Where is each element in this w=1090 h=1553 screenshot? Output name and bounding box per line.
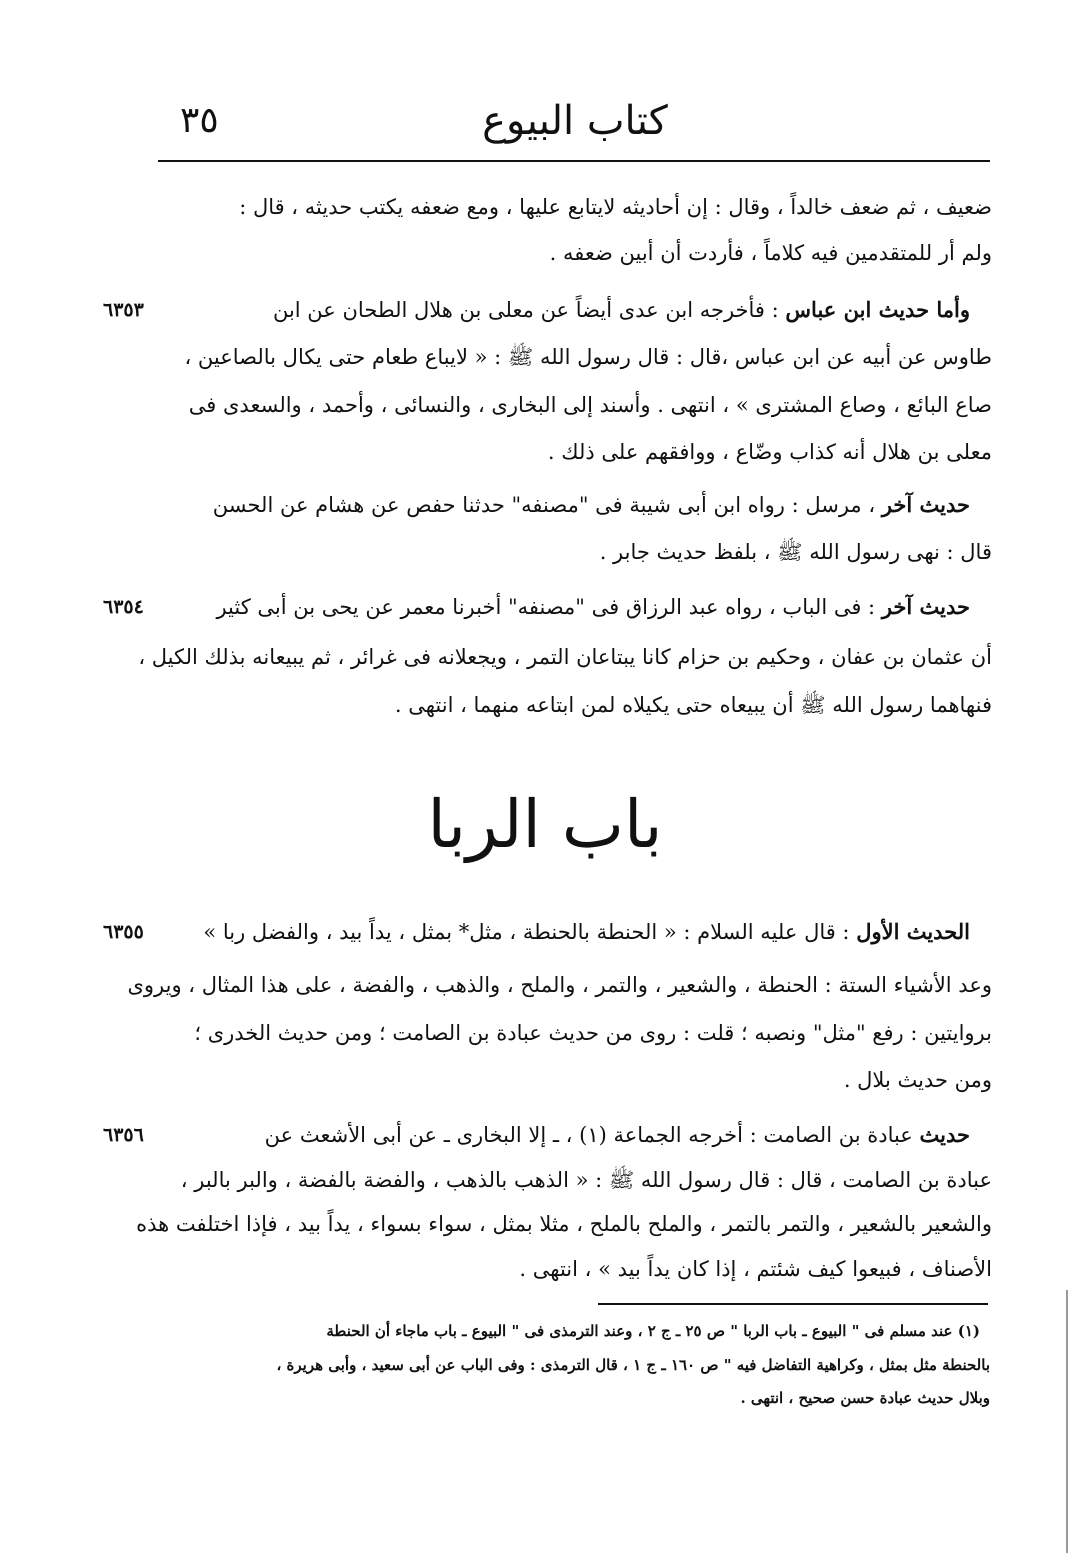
running-title: كتاب البيوع — [482, 98, 668, 144]
chapter-title: باب الربا — [427, 786, 663, 863]
footnote-rule — [598, 1303, 988, 1305]
header-rule — [158, 160, 990, 162]
paragraph-first-line — [273, 293, 970, 327]
text-line: معلى بن هلال أنه كذاب وضّاع ، ووافقهم على ذلك . — [547, 440, 992, 464]
text-line: قال : نهى رسول الله ﷺ ، بلفظ حديث جابر . — [599, 540, 992, 564]
text-line: ضعيف ، ثم ضعف خالداً ، وقال : إن أحاديثه لايتابع عليها ، ومع ضعفه يكتب حديثه ، قال : — [239, 195, 992, 219]
line-text: عبادة بن الصامت : أخرجه الجماعة (١) ، ـ إلا البخارى ـ عن أبى الأشعث عن — [264, 1123, 920, 1147]
hadith-number: ٦٣٥٦ — [103, 1124, 144, 1146]
paragraph-first-line — [213, 488, 970, 522]
text-line: الأصناف ، فبيعوا كيف شئتم ، إذا كان يداً بيد » ، انتهى . — [519, 1257, 992, 1281]
footnote-line: وبلال حديث عبادة حسن صحيح ، انتهى . — [740, 1389, 990, 1407]
hadith-number: ٦٣٥٤ — [103, 596, 144, 618]
paragraph-lead: حديث آخر — [881, 594, 970, 619]
page-number: ٣٥ — [180, 100, 219, 141]
text-line: والشعير بالشعير ، والتمر بالتمر ، والملح بالملح ، مثلا بمثل ، سواء بسواء ، يداً بيد ، فإذا اختلفت هذه — [136, 1212, 992, 1236]
paragraph-lead: حديث آخر — [881, 492, 970, 517]
paragraph-first-line — [216, 590, 970, 624]
text-line: وعد الأشياء الستة : الحنطة ، والشعير ، والتمر ، والملح ، والذهب ، والفضة ، على هذا المثال ، ويروى — [127, 973, 992, 997]
line-text: : فى الباب ، رواه عبد الرزاق فى "مصنفه" أخبرنا معمر عن يحى بن أبى كثير — [216, 595, 882, 619]
text-line: فنهاهما رسول الله ﷺ أن يبيعاه حتى يكيلاه لمن ابتاعه منهما ، انتهى . — [394, 693, 992, 717]
text-line: أن عثمان بن عفان ، وحكيم بن حزام كانا يبتاعان التمر ، ويجعلانه فى غرائر ، ثم يبيعانه بذلك الكيل ، — [138, 645, 992, 669]
footnote-line: بالحنطة مثل بمثل ، وكراهية التفاضل فيه " ص ١٦٠ ـ ج ١ ، قال الترمذى : وفى الباب عن أبى سعيد ، وأبى هريرة ، — [276, 1356, 990, 1374]
text-line: ومن حديث بلال . — [843, 1068, 992, 1092]
paragraph-lead: وأما حديث ابن عباس — [785, 297, 970, 322]
page-edge-line — [1066, 1290, 1068, 1553]
text-line: عبادة بن الصامت ، قال : قال رسول الله ﷺ : « الذهب بالذهب ، والفضة بالفضة ، والبر بالبر ، — [180, 1168, 992, 1192]
hadith-number: ٦٣٥٣ — [103, 299, 144, 321]
paragraph-first-line — [203, 915, 970, 949]
text-line: ولم أر للمتقدمين فيه كلاماً ، فأردت أن أبين ضعفه . — [549, 241, 992, 265]
paragraph-lead: حديث — [919, 1122, 970, 1147]
footnote-line: (١) عند مسلم فى " البيوع ـ باب الربا " ص ٢٥ ـ ج ٢ ، وعند الترمذى فى " البيوع ـ باب ماجاء أن الحنطة — [326, 1322, 980, 1340]
line-text: ، مرسل : رواه ابن أبى شيبة فى "مصنفه" حدثنا حفص عن هشام عن الحسن — [212, 493, 882, 517]
text-line: بروايتين : رفع "مثل" ونصبه ؛ قلت : روى من حديث عبادة بن الصامت ؛ ومن حديث الخدرى ؛ — [194, 1021, 992, 1045]
paragraph-first-line — [265, 1118, 970, 1152]
page-header — [160, 96, 990, 156]
line-text: : فأخرجه ابن عدى أيضاً عن معلى بن هلال الطحان عن ابن — [272, 298, 786, 322]
text-line: طاوس عن أبيه عن ابن عباس ،قال : قال رسول الله ﷺ : « لايباع طعام حتى يكال بالصاعين ، — [184, 345, 992, 369]
text-line: صاع البائع ، وصاع المشترى » ، انتهى . وأسند إلى البخارى ، والنسائى ، وأحمد ، والسعدى فى — [188, 393, 992, 417]
hadith-number: ٦٣٥٥ — [103, 921, 144, 943]
paragraph-lead: الحديث الأول — [856, 919, 970, 944]
line-text: : قال عليه السلام : « الحنطة بالحنطة ، مثل* بمثل ، يداً بيد ، والفضل ربا » — [203, 920, 857, 944]
